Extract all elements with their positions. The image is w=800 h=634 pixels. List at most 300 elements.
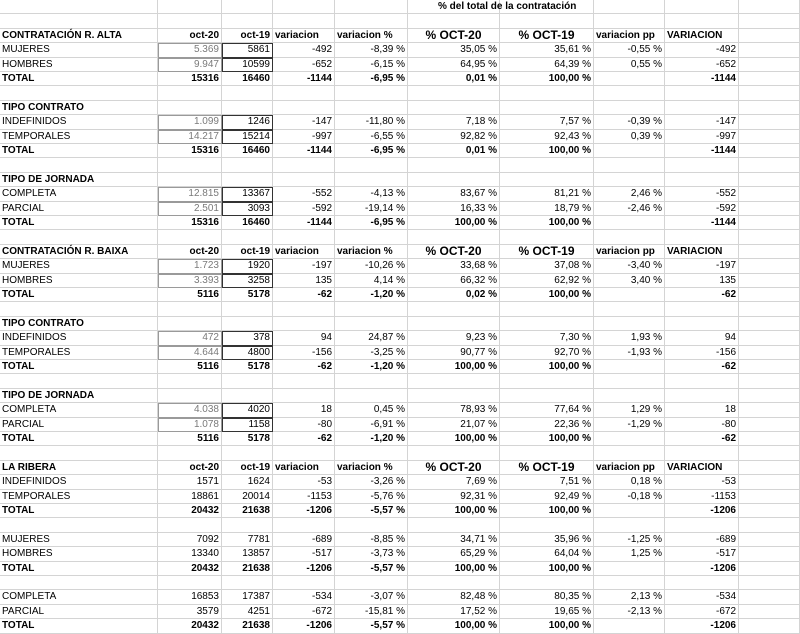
cell[interactable] (594, 374, 665, 388)
total-var-cell[interactable]: -62 (273, 360, 335, 374)
variacion-cell[interactable]: -197 (665, 259, 739, 273)
cell[interactable] (0, 446, 158, 460)
column-header[interactable]: % OCT-19 (500, 245, 594, 259)
pp-cell[interactable]: 1,25 % (594, 547, 665, 561)
cell[interactable] (158, 302, 222, 316)
pp-cell[interactable]: 0,39 % (594, 130, 665, 144)
cell[interactable] (500, 14, 594, 28)
pp-cell[interactable]: 0,18 % (594, 475, 665, 489)
p19-cell[interactable]: 7,51 % (500, 475, 594, 489)
var-cell[interactable]: -53 (273, 475, 335, 489)
cell[interactable] (500, 101, 594, 115)
cell[interactable] (273, 173, 335, 187)
cell[interactable] (0, 302, 158, 316)
column-header[interactable]: VARIACION (665, 29, 739, 43)
variacion-cell[interactable]: -997 (665, 130, 739, 144)
v20-cell[interactable]: 3.393 (158, 274, 222, 288)
cell[interactable] (222, 14, 273, 28)
group-title[interactable]: TIPO DE JORNADA (0, 389, 158, 403)
cell[interactable] (665, 389, 739, 403)
varp-cell[interactable]: -11,80 % (335, 115, 408, 129)
column-header[interactable]: VARIACION (665, 461, 739, 475)
total-v19-cell[interactable]: 16460 (222, 144, 273, 158)
cell[interactable] (739, 518, 800, 532)
label-cell[interactable]: COMPLETA (0, 590, 158, 604)
cell[interactable] (0, 158, 158, 172)
cell[interactable] (594, 230, 665, 244)
column-header[interactable]: variacion % (335, 245, 408, 259)
cell[interactable] (222, 374, 273, 388)
cell[interactable] (158, 173, 222, 187)
cell[interactable] (665, 86, 739, 100)
cell[interactable] (408, 230, 500, 244)
v20-cell[interactable]: 4.644 (158, 346, 222, 360)
cell[interactable] (665, 173, 739, 187)
var-cell[interactable]: -552 (273, 187, 335, 201)
p20-cell[interactable]: 17,52 % (408, 605, 500, 619)
cell[interactable] (0, 576, 158, 590)
cell[interactable] (0, 518, 158, 532)
pp-cell[interactable]: -0,18 % (594, 490, 665, 504)
cell[interactable] (158, 446, 222, 460)
cell[interactable] (500, 158, 594, 172)
cell[interactable] (273, 158, 335, 172)
cell[interactable] (594, 0, 665, 14)
total-variacion-cell[interactable]: -1206 (665, 562, 739, 576)
var-cell[interactable]: -517 (273, 547, 335, 561)
cell[interactable] (335, 317, 408, 331)
column-header[interactable]: variacion (273, 461, 335, 475)
cell[interactable] (594, 158, 665, 172)
total-v19-cell[interactable]: 21638 (222, 619, 273, 633)
p19-cell[interactable]: 7,30 % (500, 331, 594, 345)
cell[interactable] (158, 317, 222, 331)
variacion-cell[interactable]: -80 (665, 418, 739, 432)
cell[interactable] (222, 518, 273, 532)
cell[interactable] (500, 317, 594, 331)
total-pp-cell[interactable] (594, 619, 665, 633)
label-cell[interactable]: COMPLETA (0, 403, 158, 417)
section-title[interactable]: LA RIBERA (0, 461, 158, 475)
total-varp-cell[interactable]: -1,20 % (335, 360, 408, 374)
cell[interactable] (273, 317, 335, 331)
cell[interactable] (408, 101, 500, 115)
label-cell[interactable]: PARCIAL (0, 418, 158, 432)
p20-cell[interactable]: 64,95 % (408, 58, 500, 72)
cell[interactable] (739, 475, 800, 489)
total-var-cell[interactable]: -1206 (273, 619, 335, 633)
total-pp-cell[interactable] (594, 72, 665, 86)
v20-cell[interactable]: 472 (158, 331, 222, 345)
varp-cell[interactable]: -19,14 % (335, 202, 408, 216)
pp-cell[interactable]: 3,40 % (594, 274, 665, 288)
variacion-cell[interactable]: -53 (665, 475, 739, 489)
cell[interactable] (594, 576, 665, 590)
varp-cell[interactable]: -8,39 % (335, 43, 408, 57)
varp-cell[interactable]: 0,45 % (335, 403, 408, 417)
v20-cell[interactable]: 5.369 (158, 43, 222, 57)
cell[interactable] (739, 346, 800, 360)
var-cell[interactable]: -652 (273, 58, 335, 72)
var-cell[interactable]: -592 (273, 202, 335, 216)
cell[interactable] (408, 446, 500, 460)
cell[interactable] (408, 374, 500, 388)
cell[interactable] (273, 374, 335, 388)
total-p20-cell[interactable]: 100,00 % (408, 432, 500, 446)
column-header[interactable]: oct-19 (222, 245, 273, 259)
column-header[interactable]: % OCT-19 (500, 461, 594, 475)
total-v20-cell[interactable]: 20432 (158, 562, 222, 576)
total-p19-cell[interactable]: 100,00 % (500, 360, 594, 374)
cell[interactable] (158, 0, 222, 14)
v20-cell[interactable]: 2.501 (158, 202, 222, 216)
cell[interactable] (408, 158, 500, 172)
p19-cell[interactable]: 80,35 % (500, 590, 594, 604)
v20-cell[interactable]: 16853 (158, 590, 222, 604)
p20-cell[interactable]: 82,48 % (408, 590, 500, 604)
total-label-cell[interactable]: TOTAL (0, 288, 158, 302)
cell[interactable] (408, 86, 500, 100)
v20-cell[interactable]: 3579 (158, 605, 222, 619)
total-v19-cell[interactable]: 5178 (222, 360, 273, 374)
cell[interactable] (158, 389, 222, 403)
column-header[interactable]: % OCT-20 (408, 29, 500, 43)
p19-cell[interactable]: 92,43 % (500, 130, 594, 144)
cell[interactable] (408, 14, 500, 28)
label-cell[interactable]: TEMPORALES (0, 130, 158, 144)
cell[interactable] (500, 302, 594, 316)
label-cell[interactable]: HOMBRES (0, 58, 158, 72)
cell[interactable] (739, 245, 800, 259)
label-cell[interactable]: INDEFINIDOS (0, 115, 158, 129)
variacion-cell[interactable]: -147 (665, 115, 739, 129)
total-p19-cell[interactable]: 100,00 % (500, 216, 594, 230)
cell[interactable] (335, 518, 408, 532)
column-header[interactable]: % OCT-20 (408, 245, 500, 259)
total-v20-cell[interactable]: 15316 (158, 216, 222, 230)
total-pp-cell[interactable] (594, 432, 665, 446)
total-var-cell[interactable]: -62 (273, 432, 335, 446)
total-label-cell[interactable]: TOTAL (0, 562, 158, 576)
cell[interactable] (739, 187, 800, 201)
cell[interactable] (739, 58, 800, 72)
cell[interactable] (335, 0, 408, 14)
v20-cell[interactable]: 1.723 (158, 259, 222, 273)
var-cell[interactable]: -156 (273, 346, 335, 360)
total-v19-cell[interactable]: 21638 (222, 504, 273, 518)
v19-cell[interactable]: 5861 (222, 43, 273, 57)
cell[interactable] (739, 576, 800, 590)
group-title[interactable]: TIPO CONTRATO (0, 101, 158, 115)
total-p20-cell[interactable]: 100,00 % (408, 619, 500, 633)
v19-cell[interactable]: 3258 (222, 274, 273, 288)
pp-cell[interactable]: -1,93 % (594, 346, 665, 360)
varp-cell[interactable]: -3,26 % (335, 475, 408, 489)
cell[interactable] (500, 518, 594, 532)
p20-cell[interactable]: 7,18 % (408, 115, 500, 129)
cell[interactable] (408, 317, 500, 331)
pp-cell[interactable]: -2,46 % (594, 202, 665, 216)
v19-cell[interactable]: 4800 (222, 346, 273, 360)
total-v20-cell[interactable]: 15316 (158, 72, 222, 86)
cell[interactable] (158, 374, 222, 388)
cell[interactable] (273, 302, 335, 316)
cell[interactable] (739, 72, 800, 86)
cell[interactable] (739, 605, 800, 619)
cell[interactable] (739, 418, 800, 432)
total-variacion-cell[interactable]: -1144 (665, 144, 739, 158)
v19-cell[interactable]: 13367 (222, 187, 273, 201)
cell[interactable] (739, 562, 800, 576)
var-cell[interactable]: -672 (273, 605, 335, 619)
varp-cell[interactable]: -3,07 % (335, 590, 408, 604)
p19-cell[interactable]: 62,92 % (500, 274, 594, 288)
v20-cell[interactable]: 1571 (158, 475, 222, 489)
cell[interactable] (335, 576, 408, 590)
p20-cell[interactable]: 92,31 % (408, 490, 500, 504)
group-title[interactable]: TIPO DE JORNADA (0, 173, 158, 187)
var-cell[interactable]: -147 (273, 115, 335, 129)
v19-cell[interactable]: 1246 (222, 115, 273, 129)
total-varp-cell[interactable]: -5,57 % (335, 619, 408, 633)
cell[interactable] (158, 576, 222, 590)
cell[interactable] (273, 446, 335, 460)
cell[interactable] (739, 533, 800, 547)
column-header[interactable]: variacion pp (594, 461, 665, 475)
cell[interactable] (665, 317, 739, 331)
cell[interactable] (665, 0, 739, 14)
label-cell[interactable]: HOMBRES (0, 547, 158, 561)
varp-cell[interactable]: -3,25 % (335, 346, 408, 360)
total-pp-cell[interactable] (594, 288, 665, 302)
cell[interactable] (739, 432, 800, 446)
top-header[interactable]: % del total de la contratación (408, 0, 500, 14)
cell[interactable] (739, 43, 800, 57)
v19-cell[interactable]: 4020 (222, 403, 273, 417)
total-varp-cell[interactable]: -5,57 % (335, 562, 408, 576)
column-header[interactable]: oct-20 (158, 245, 222, 259)
cell[interactable] (665, 374, 739, 388)
cell[interactable] (594, 302, 665, 316)
cell[interactable] (335, 158, 408, 172)
cell[interactable] (665, 446, 739, 460)
cell[interactable] (222, 576, 273, 590)
v20-cell[interactable]: 12.815 (158, 187, 222, 201)
cell[interactable] (665, 230, 739, 244)
total-p19-cell[interactable]: 100,00 % (500, 432, 594, 446)
variacion-cell[interactable]: -1153 (665, 490, 739, 504)
total-p19-cell[interactable]: 100,00 % (500, 72, 594, 86)
cell[interactable] (739, 331, 800, 345)
total-v19-cell[interactable]: 21638 (222, 562, 273, 576)
total-v19-cell[interactable]: 5178 (222, 288, 273, 302)
total-pp-cell[interactable] (594, 216, 665, 230)
total-pp-cell[interactable] (594, 144, 665, 158)
var-cell[interactable]: -1153 (273, 490, 335, 504)
cell[interactable] (158, 101, 222, 115)
cell[interactable] (739, 173, 800, 187)
cell[interactable] (665, 14, 739, 28)
total-variacion-cell[interactable]: -62 (665, 288, 739, 302)
p19-cell[interactable]: 81,21 % (500, 187, 594, 201)
p19-cell[interactable]: 64,04 % (500, 547, 594, 561)
total-varp-cell[interactable]: -6,95 % (335, 216, 408, 230)
total-v20-cell[interactable]: 5116 (158, 360, 222, 374)
total-var-cell[interactable]: -1144 (273, 144, 335, 158)
column-header[interactable]: variacion % (335, 29, 408, 43)
cell[interactable] (739, 504, 800, 518)
cell[interactable] (739, 216, 800, 230)
p20-cell[interactable]: 83,67 % (408, 187, 500, 201)
cell[interactable] (739, 302, 800, 316)
p19-cell[interactable]: 7,57 % (500, 115, 594, 129)
total-v19-cell[interactable]: 16460 (222, 216, 273, 230)
cell[interactable] (408, 576, 500, 590)
varp-cell[interactable]: -6,55 % (335, 130, 408, 144)
total-v20-cell[interactable]: 5116 (158, 288, 222, 302)
var-cell[interactable]: -80 (273, 418, 335, 432)
varp-cell[interactable]: 4,14 % (335, 274, 408, 288)
label-cell[interactable]: HOMBRES (0, 274, 158, 288)
total-p20-cell[interactable]: 100,00 % (408, 360, 500, 374)
total-var-cell[interactable]: -1144 (273, 72, 335, 86)
cell[interactable] (594, 518, 665, 532)
p20-cell[interactable]: 34,71 % (408, 533, 500, 547)
total-v20-cell[interactable]: 20432 (158, 504, 222, 518)
cell[interactable] (739, 29, 800, 43)
v19-cell[interactable]: 3093 (222, 202, 273, 216)
variacion-cell[interactable]: 18 (665, 403, 739, 417)
total-label-cell[interactable]: TOTAL (0, 144, 158, 158)
label-cell[interactable]: MUJERES (0, 533, 158, 547)
total-p20-cell[interactable]: 0,01 % (408, 144, 500, 158)
column-header[interactable]: VARIACION (665, 245, 739, 259)
total-label-cell[interactable]: TOTAL (0, 72, 158, 86)
v19-cell[interactable]: 7781 (222, 533, 273, 547)
v19-cell[interactable]: 4251 (222, 605, 273, 619)
cell[interactable] (594, 101, 665, 115)
cell[interactable] (739, 101, 800, 115)
cell[interactable] (273, 230, 335, 244)
p19-cell[interactable]: 92,49 % (500, 490, 594, 504)
v19-cell[interactable]: 1920 (222, 259, 273, 273)
total-var-cell[interactable]: -1206 (273, 562, 335, 576)
cell[interactable] (222, 158, 273, 172)
total-var-cell[interactable]: -1206 (273, 504, 335, 518)
cell[interactable] (739, 158, 800, 172)
label-cell[interactable]: COMPLETA (0, 187, 158, 201)
total-label-cell[interactable]: TOTAL (0, 504, 158, 518)
total-label-cell[interactable]: TOTAL (0, 432, 158, 446)
cell[interactable] (273, 14, 335, 28)
cell[interactable] (222, 0, 273, 14)
cell[interactable] (335, 14, 408, 28)
varp-cell[interactable]: -6,15 % (335, 58, 408, 72)
total-variacion-cell[interactable]: -1144 (665, 72, 739, 86)
v20-cell[interactable]: 4.038 (158, 403, 222, 417)
cell[interactable] (739, 144, 800, 158)
p19-cell[interactable]: 77,64 % (500, 403, 594, 417)
cell[interactable] (222, 317, 273, 331)
total-variacion-cell[interactable]: -1206 (665, 504, 739, 518)
total-varp-cell[interactable]: -1,20 % (335, 432, 408, 446)
p20-cell[interactable]: 33,68 % (408, 259, 500, 273)
variacion-cell[interactable]: 135 (665, 274, 739, 288)
pp-cell[interactable]: -2,13 % (594, 605, 665, 619)
total-pp-cell[interactable] (594, 562, 665, 576)
p20-cell[interactable]: 78,93 % (408, 403, 500, 417)
cell[interactable] (158, 158, 222, 172)
cell[interactable] (273, 576, 335, 590)
section-title[interactable]: CONTRATACIÓN R. ALTA (0, 29, 158, 43)
label-cell[interactable]: TEMPORALES (0, 346, 158, 360)
section-title[interactable]: CONTRATACIÓN R. BAIXA (0, 245, 158, 259)
pp-cell[interactable]: -1,25 % (594, 533, 665, 547)
variacion-cell[interactable]: -517 (665, 547, 739, 561)
cell[interactable] (500, 576, 594, 590)
cell[interactable] (408, 518, 500, 532)
varp-cell[interactable]: -4,13 % (335, 187, 408, 201)
p20-cell[interactable]: 9,23 % (408, 331, 500, 345)
total-p20-cell[interactable]: 100,00 % (408, 216, 500, 230)
total-p19-cell[interactable]: 100,00 % (500, 619, 594, 633)
total-variacion-cell[interactable]: -62 (665, 360, 739, 374)
v19-cell[interactable]: 1158 (222, 418, 273, 432)
cell[interactable] (335, 86, 408, 100)
cell[interactable] (273, 389, 335, 403)
varp-cell[interactable]: -10,26 % (335, 259, 408, 273)
cell[interactable] (222, 86, 273, 100)
cell[interactable] (665, 576, 739, 590)
pp-cell[interactable]: -0,55 % (594, 43, 665, 57)
var-cell[interactable]: -689 (273, 533, 335, 547)
cell[interactable] (739, 619, 800, 633)
p20-cell[interactable]: 7,69 % (408, 475, 500, 489)
cell[interactable] (739, 115, 800, 129)
cell[interactable] (739, 288, 800, 302)
variacion-cell[interactable]: -672 (665, 605, 739, 619)
p19-cell[interactable]: 92,70 % (500, 346, 594, 360)
cell[interactable] (665, 518, 739, 532)
v20-cell[interactable]: 14.217 (158, 130, 222, 144)
column-header[interactable]: variacion % (335, 461, 408, 475)
var-cell[interactable]: -492 (273, 43, 335, 57)
cell[interactable] (158, 86, 222, 100)
cell[interactable] (594, 317, 665, 331)
varp-cell[interactable]: -3,73 % (335, 547, 408, 561)
cell[interactable] (594, 446, 665, 460)
cell[interactable] (500, 446, 594, 460)
cell[interactable] (0, 86, 158, 100)
cell[interactable] (222, 302, 273, 316)
cell[interactable] (335, 389, 408, 403)
cell[interactable] (665, 101, 739, 115)
varp-cell[interactable]: -15,81 % (335, 605, 408, 619)
p19-cell[interactable]: 35,61 % (500, 43, 594, 57)
p20-cell[interactable]: 35,05 % (408, 43, 500, 57)
p19-cell[interactable]: 18,79 % (500, 202, 594, 216)
variacion-cell[interactable]: 94 (665, 331, 739, 345)
pp-cell[interactable]: 1,93 % (594, 331, 665, 345)
cell[interactable] (739, 259, 800, 273)
v19-cell[interactable]: 20014 (222, 490, 273, 504)
pp-cell[interactable]: -0,39 % (594, 115, 665, 129)
cell[interactable] (222, 446, 273, 460)
cell[interactable] (739, 202, 800, 216)
varp-cell[interactable]: 24,87 % (335, 331, 408, 345)
total-varp-cell[interactable]: -6,95 % (335, 72, 408, 86)
total-label-cell[interactable]: TOTAL (0, 216, 158, 230)
